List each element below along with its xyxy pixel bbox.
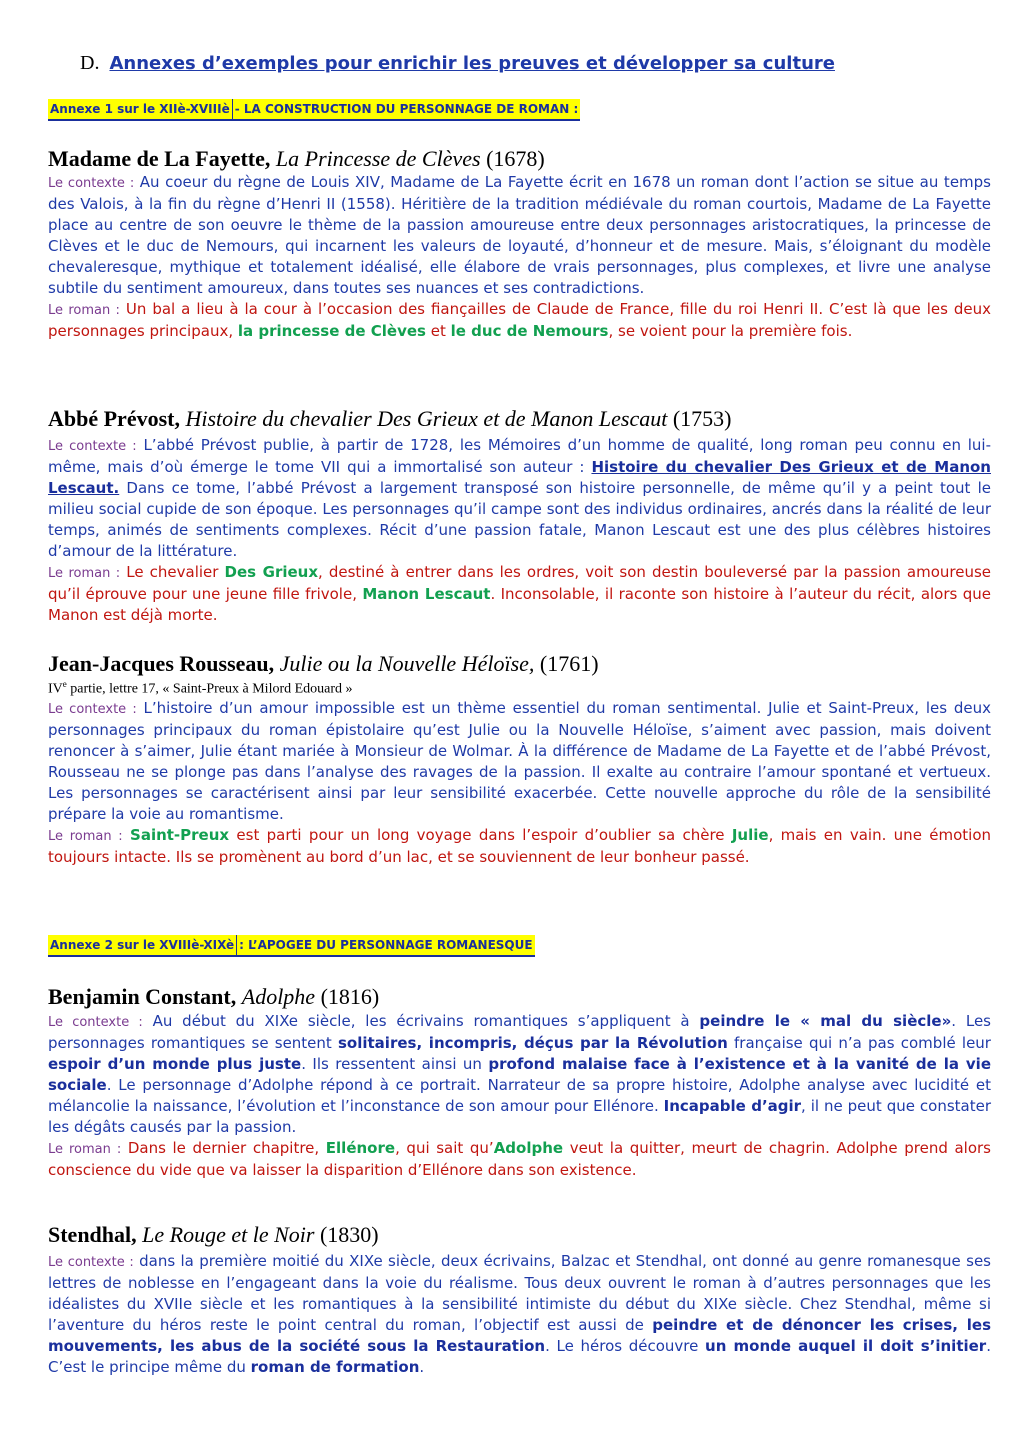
annex-1-topic: - LA CONSTRUCTION DU PERSONNAGE DE ROMAN : xyxy=(232,99,581,119)
annex-1-banner xyxy=(48,99,580,121)
roman-label: Le roman : xyxy=(48,566,121,581)
roman-label: Le roman : xyxy=(48,303,120,318)
section-title: Annexes d’exemples pour enrichir les preuves et développer sa culture xyxy=(109,53,835,74)
context-label: Le contexte : xyxy=(48,439,137,454)
author-heading-lafayette xyxy=(48,146,545,172)
work-year: (1753) xyxy=(672,406,732,431)
character-name: Ellénore xyxy=(325,1139,396,1157)
context-text: Au début du XIXe siècle, les écrivains romantiques s’appliquent à xyxy=(152,1012,700,1030)
section-letter: D. xyxy=(80,52,100,74)
work-year: (1830) xyxy=(319,1222,379,1247)
subtitle-part: IV xyxy=(48,681,63,697)
roman-text: . Inconsolable, il raconte son histoire à l’auteur du récit, alors que Manon est déjà morte. xyxy=(48,585,991,624)
roman-text: Dans le dernier chapitre, xyxy=(127,1139,326,1157)
roman-text: et xyxy=(425,322,451,340)
section-prevost-body xyxy=(48,435,991,626)
work-year: (1816) xyxy=(320,984,380,1009)
work-year: (1678) xyxy=(486,146,545,171)
character-name: la princesse de Clèves xyxy=(237,322,426,340)
context-text: Au coeur du règne de Louis XIV, Madame de La Fayette écrit en 1678 un roman dont l’action se situe au temps des Valois, à la fin du règne d’Henri II (1558). Héritière de la tradition médiévale du roman courtois, Madame de La Fayette place au centre de son oeuvre le thème de la passion amoureuse entre deux personnages aristocratiques, la princesse de Clèves et le duc de Nemours, qui incarnent les valeurs de loyauté, d’honneur et de mesure. Mais, s’éloignant du modèle chevaleresque, mythique et totalement idéalisé, elle élabore de vrais personnages, plus complexes, et livre une analyse subtile du sentiment amoureux, dans toutes ses nuances et ses contradictions. xyxy=(48,173,991,297)
section-heading xyxy=(80,50,835,75)
roman-text: , qui sait qu’ xyxy=(395,1139,494,1157)
context-label: Le contexte : xyxy=(48,702,137,717)
key-phrase: peindre et de dénoncer les crises, les mouvements, les abus de la société sous la Restauration xyxy=(48,1316,991,1355)
roman-text: Le chevalier xyxy=(126,563,225,581)
context-text: . Les personnages romantiques se sentent xyxy=(48,1012,991,1052)
author-heading-stendhal xyxy=(48,1222,379,1248)
annex-2-banner xyxy=(48,935,535,957)
context-paragraph xyxy=(48,1011,991,1138)
author-name: Abbé Prévost, xyxy=(48,406,180,431)
author-name: Madame de La Fayette, xyxy=(48,146,271,171)
roman-paragraph xyxy=(48,299,991,342)
roman-label: Le roman : xyxy=(48,829,123,844)
context-label: Le contexte : xyxy=(48,1015,143,1030)
author-name: Jean-Jacques Rousseau, xyxy=(48,651,275,676)
annex-2-period: Annexe 2 sur le XVIIIè-XIXè xyxy=(50,938,235,952)
author-heading-prevost xyxy=(48,406,732,432)
context-label: Le contexte : xyxy=(48,1255,134,1270)
author-name: Stendhal, xyxy=(48,1222,137,1247)
context-paragraph xyxy=(48,435,991,562)
author-heading-constant xyxy=(48,984,379,1010)
section-lafayette-body xyxy=(48,172,991,342)
key-phrase: profond malaise face à l’existence et à la vanité de la vie sociale xyxy=(48,1055,991,1094)
character-name: Adolphe xyxy=(493,1139,564,1157)
key-phrase: peindre le « mal du siècle» xyxy=(699,1012,952,1030)
work-title: Le Rouge et le Noir xyxy=(142,1222,315,1247)
work-title: Julie ou la Nouvelle Héloïse, xyxy=(279,651,535,676)
context-label: Le contexte : xyxy=(48,176,135,191)
context-text: L’histoire d’un amour impossible est un thème essentiel du roman sentimental. Julie et Saint-Preux, les deux personnages principaux du roman épistolaire qu’est Julie ou la Nouvelle Héloïse, s’aiment avec passion, mais doivent renoncer à s’aimer, Julie étant mariée à Monsieur de Wolmar. À la différence de Madame de La Fayette et de l’abbé Prévost, Rousseau ne se plonge pas dans l’analyse des ravages de la passion. Il exalte au contraire l’amour spontané et vertueux. Les personnages se caractérisent ainsi par leur sensibilité exacerbée. Cette nouvelle approche du rôle de la sensibilité prépare la voie au romantisme. xyxy=(48,699,992,823)
section-constant-body xyxy=(48,1011,991,1181)
context-text: . Ils ressentent ainsi un xyxy=(301,1055,489,1073)
roman-paragraph xyxy=(48,1138,991,1181)
key-phrase: roman de formation xyxy=(250,1358,420,1376)
context-text: Dans ce tome, l’abbé Prévost a largement transposé son histoire personnelle, de même qu’il y a peint tout le milieu social cupide de son époque. Les personnages qu’il campe sont des individus ordinaires, ancrés dans la réalité de leur temps, animés de sentiments complexes. Récit d’une passion fatale, Manon Lescaut est une des plus célèbres histoires d’amour de la littérature. xyxy=(48,479,991,560)
roman-text: est parti pour un long voyage dans l’espoir d’oublier sa chère xyxy=(229,826,732,844)
context-text: L’abbé Prévost publie, à partir de 1728, les Mémoires d’un homme de qualité, long roman peu connu en lui-même, mais d’où émerge le tome VII qui a immortalisé son auteur : xyxy=(48,436,992,476)
annex-1-period: Annexe 1 sur le XIIè-XVIIIè xyxy=(50,102,230,116)
context-text: , il ne peut que constater les dégâts causés par la passion. xyxy=(48,1097,991,1136)
context-text: . xyxy=(419,1358,425,1376)
character-name: Manon Lescaut xyxy=(362,585,491,603)
roman-paragraph xyxy=(48,825,991,868)
character-name: le duc de Nemours xyxy=(450,322,609,340)
context-paragraph xyxy=(48,1251,991,1378)
roman-text: , destiné à entrer dans les ordres, voit son destin bouleversé par la passion amoureuse qu’il éprouve pour une jeune fille frivole, xyxy=(48,563,991,603)
roman-label: Le roman : xyxy=(48,1142,122,1157)
work-subtitle xyxy=(48,679,353,698)
roman-paragraph xyxy=(48,562,991,626)
context-paragraph xyxy=(48,172,991,299)
section-rousseau-body xyxy=(48,698,991,868)
context-paragraph xyxy=(48,698,991,825)
roman-text: , mais en vain. une émotion toujours intacte. Ils se promènent au bord d’un lac, et se souviennent de leur bonheur passé. xyxy=(48,826,992,866)
character-name: Julie xyxy=(731,826,769,844)
context-text: . C’est le principe même du xyxy=(48,1337,991,1376)
work-title: Adolphe xyxy=(241,984,316,1009)
author-heading-rousseau xyxy=(48,651,599,677)
section-stendhal-body xyxy=(48,1251,991,1378)
work-year: (1761) xyxy=(539,651,599,676)
character-name: Des Grieux xyxy=(224,563,319,581)
key-phrase: Incapable d’agir xyxy=(663,1097,802,1115)
subtitle-sup: e xyxy=(62,679,67,689)
key-phrase: un monde auquel il doit s’initier xyxy=(705,1337,987,1355)
context-text: . Le héros découvre xyxy=(545,1337,706,1355)
context-text: française qui n’a pas comblé leur xyxy=(727,1034,991,1052)
annex-2-topic: : L’APOGEE DU PERSONNAGE ROMANESQUE xyxy=(236,935,534,955)
work-reference: Histoire du chevalier Des Grieux et de Manon Lescaut. xyxy=(48,458,991,497)
key-phrase: espoir d’un monde plus juste xyxy=(48,1055,302,1073)
context-text: . Le personnage d’Adolphe répond à ce portrait. Narrateur de sa propre histoire, Adolphe analyse avec lucidité et mélancolie la naissance, l’évolution et l’inconstance de son amour pour Ellénore. xyxy=(48,1076,991,1115)
roman-text: veut la quitter, meurt de chagrin. Adolphe prend alors conscience du vide que va laisser la disparition d’Ellénore dans son existence. xyxy=(48,1139,991,1179)
key-phrase: solitaires, incompris, déçus par la Révolution xyxy=(338,1034,728,1052)
roman-text: , se voient pour la première fois. xyxy=(608,322,853,340)
subtitle-part: partie, lettre 17, « Saint-Preux à Milord Edouard » xyxy=(66,681,353,697)
work-title: La Princesse de Clèves xyxy=(275,146,481,171)
context-text: dans la première moitié du XIXe siècle, deux écrivains, Balzac et Stendhal, ont donné au genre romanesque ses lettres de noblesse en l’engageant dans la voie du réalisme. Tous deux ouvrent le roman à d’autres personnages que les idéalistes du XVIIe siècle et les romantiques à la sensibilité intimiste du début du XIXe siècle. Chez Stendhal, même si l’aventure du héros reste le point central du roman, l’objectif est aussi de xyxy=(48,1252,991,1334)
author-name: Benjamin Constant, xyxy=(48,984,237,1009)
work-title: Histoire du chevalier Des Grieux et de Manon Lescaut xyxy=(185,406,668,431)
roman-text: Un bal a lieu à la cour à l’occasion des fiançailles de Claude de France, fille du roi Henri II. C’est là que les deux personnages principaux, xyxy=(48,300,991,340)
character-name: Saint-Preux xyxy=(130,826,230,844)
